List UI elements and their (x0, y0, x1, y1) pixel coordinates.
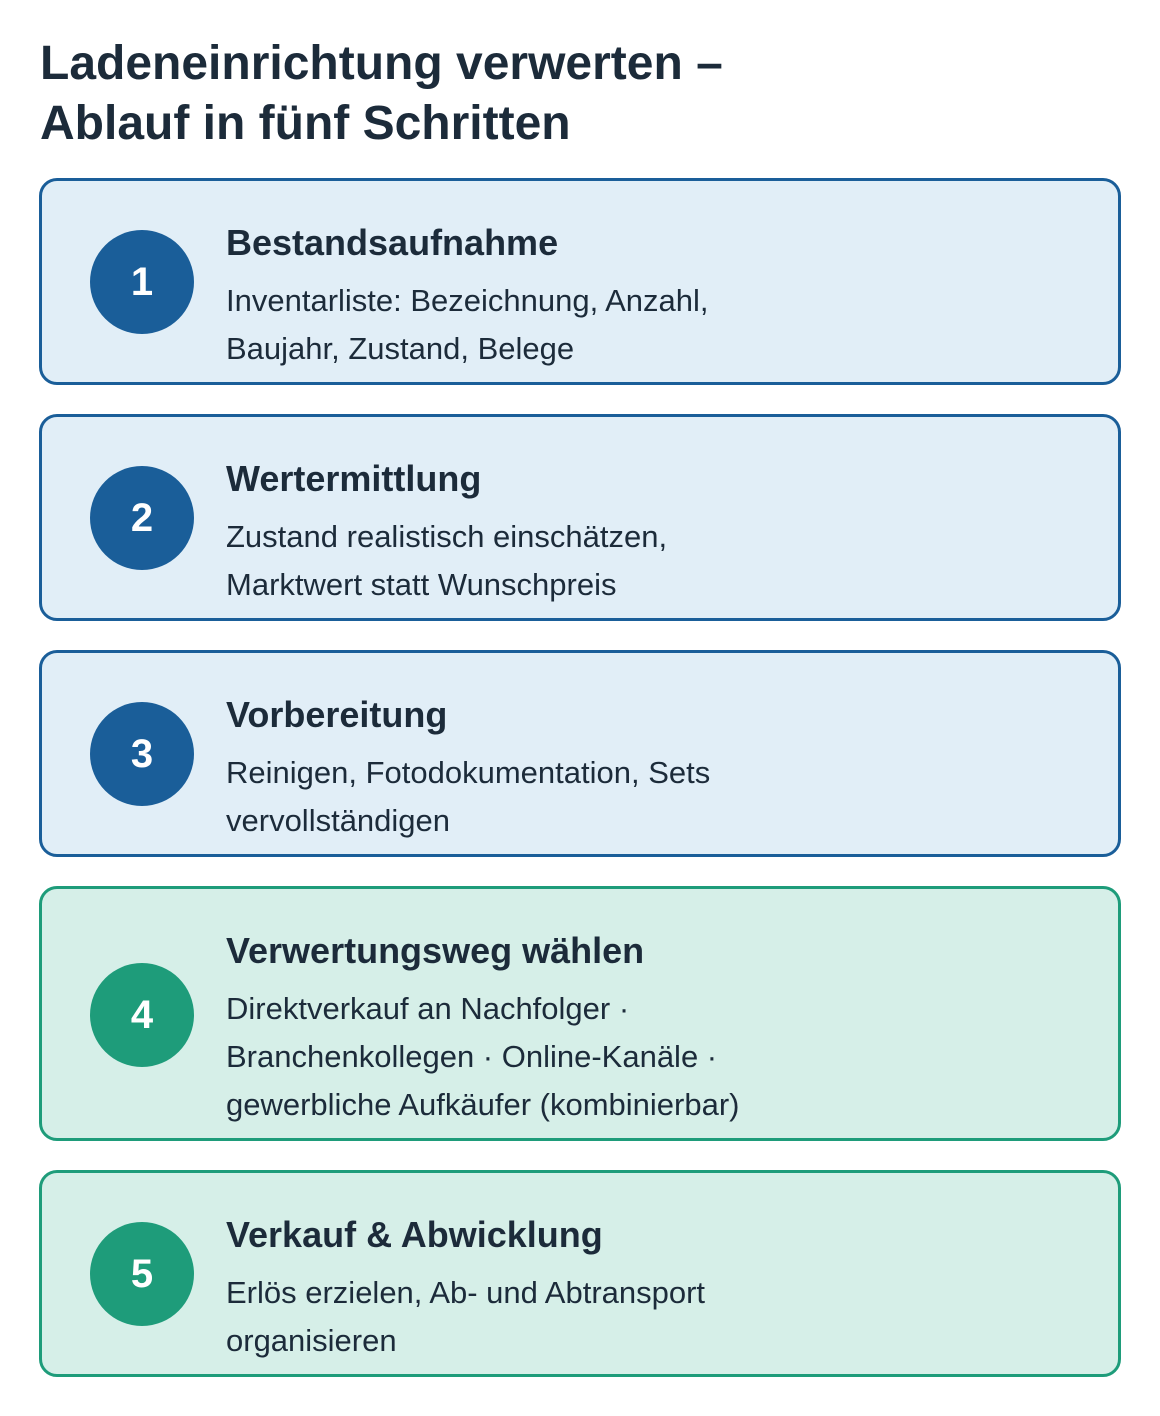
step-description-line: Marktwert statt Wunschpreis (226, 567, 617, 602)
step-title: Verwertungsweg wählen (226, 930, 645, 971)
step-title: Vorbereitung (226, 694, 448, 735)
step-title: Wertermittlung (226, 458, 482, 499)
step-description-line: Branchenkollegen · Online-Kanäle · (226, 1039, 718, 1074)
step-description (226, 749, 710, 845)
step-description-line: gewerbliche Aufkäufer (kombinierbar) (226, 1087, 740, 1122)
step-title: Verkauf & Abwicklung (226, 1214, 603, 1255)
step-description-line: Baujahr, Zustand, Belege (226, 331, 575, 366)
step-description (226, 277, 709, 373)
step-description (226, 985, 739, 1129)
page-title-line-1: Ladeneinrichtung verwerten – (40, 37, 723, 90)
page-title (40, 34, 1120, 154)
step-card-4 (39, 886, 1121, 1141)
step-number-badge: 4 (90, 963, 194, 1067)
step-description-line: Zustand realistisch einschätzen, (226, 519, 668, 554)
step-card-5 (39, 1170, 1121, 1377)
step-description-line: organisieren (226, 1323, 397, 1358)
step-description-line: vervollständigen (226, 803, 451, 838)
step-title: Bestandsaufnahme (226, 222, 559, 263)
step-description-line: Reinigen, Fotodokumentation, Sets (226, 755, 711, 790)
step-description-line: Inventarliste: Bezeichnung, Anzahl, (226, 283, 709, 318)
step-card-2 (39, 414, 1121, 621)
page-title-line-2: Ablauf in fünf Schritten (40, 97, 571, 150)
step-description-line: Erlös erzielen, Ab- und Abtransport (226, 1275, 706, 1310)
step-number-badge: 1 (90, 230, 194, 334)
step-number-badge: 2 (90, 466, 194, 570)
step-card-1 (39, 178, 1121, 385)
step-number-badge: 3 (90, 702, 194, 806)
step-description-line: Direktverkauf an Nachfolger · (226, 991, 630, 1026)
step-description (226, 1269, 705, 1365)
step-card-3 (39, 650, 1121, 857)
step-number-badge: 5 (90, 1222, 194, 1326)
step-description (226, 513, 667, 609)
